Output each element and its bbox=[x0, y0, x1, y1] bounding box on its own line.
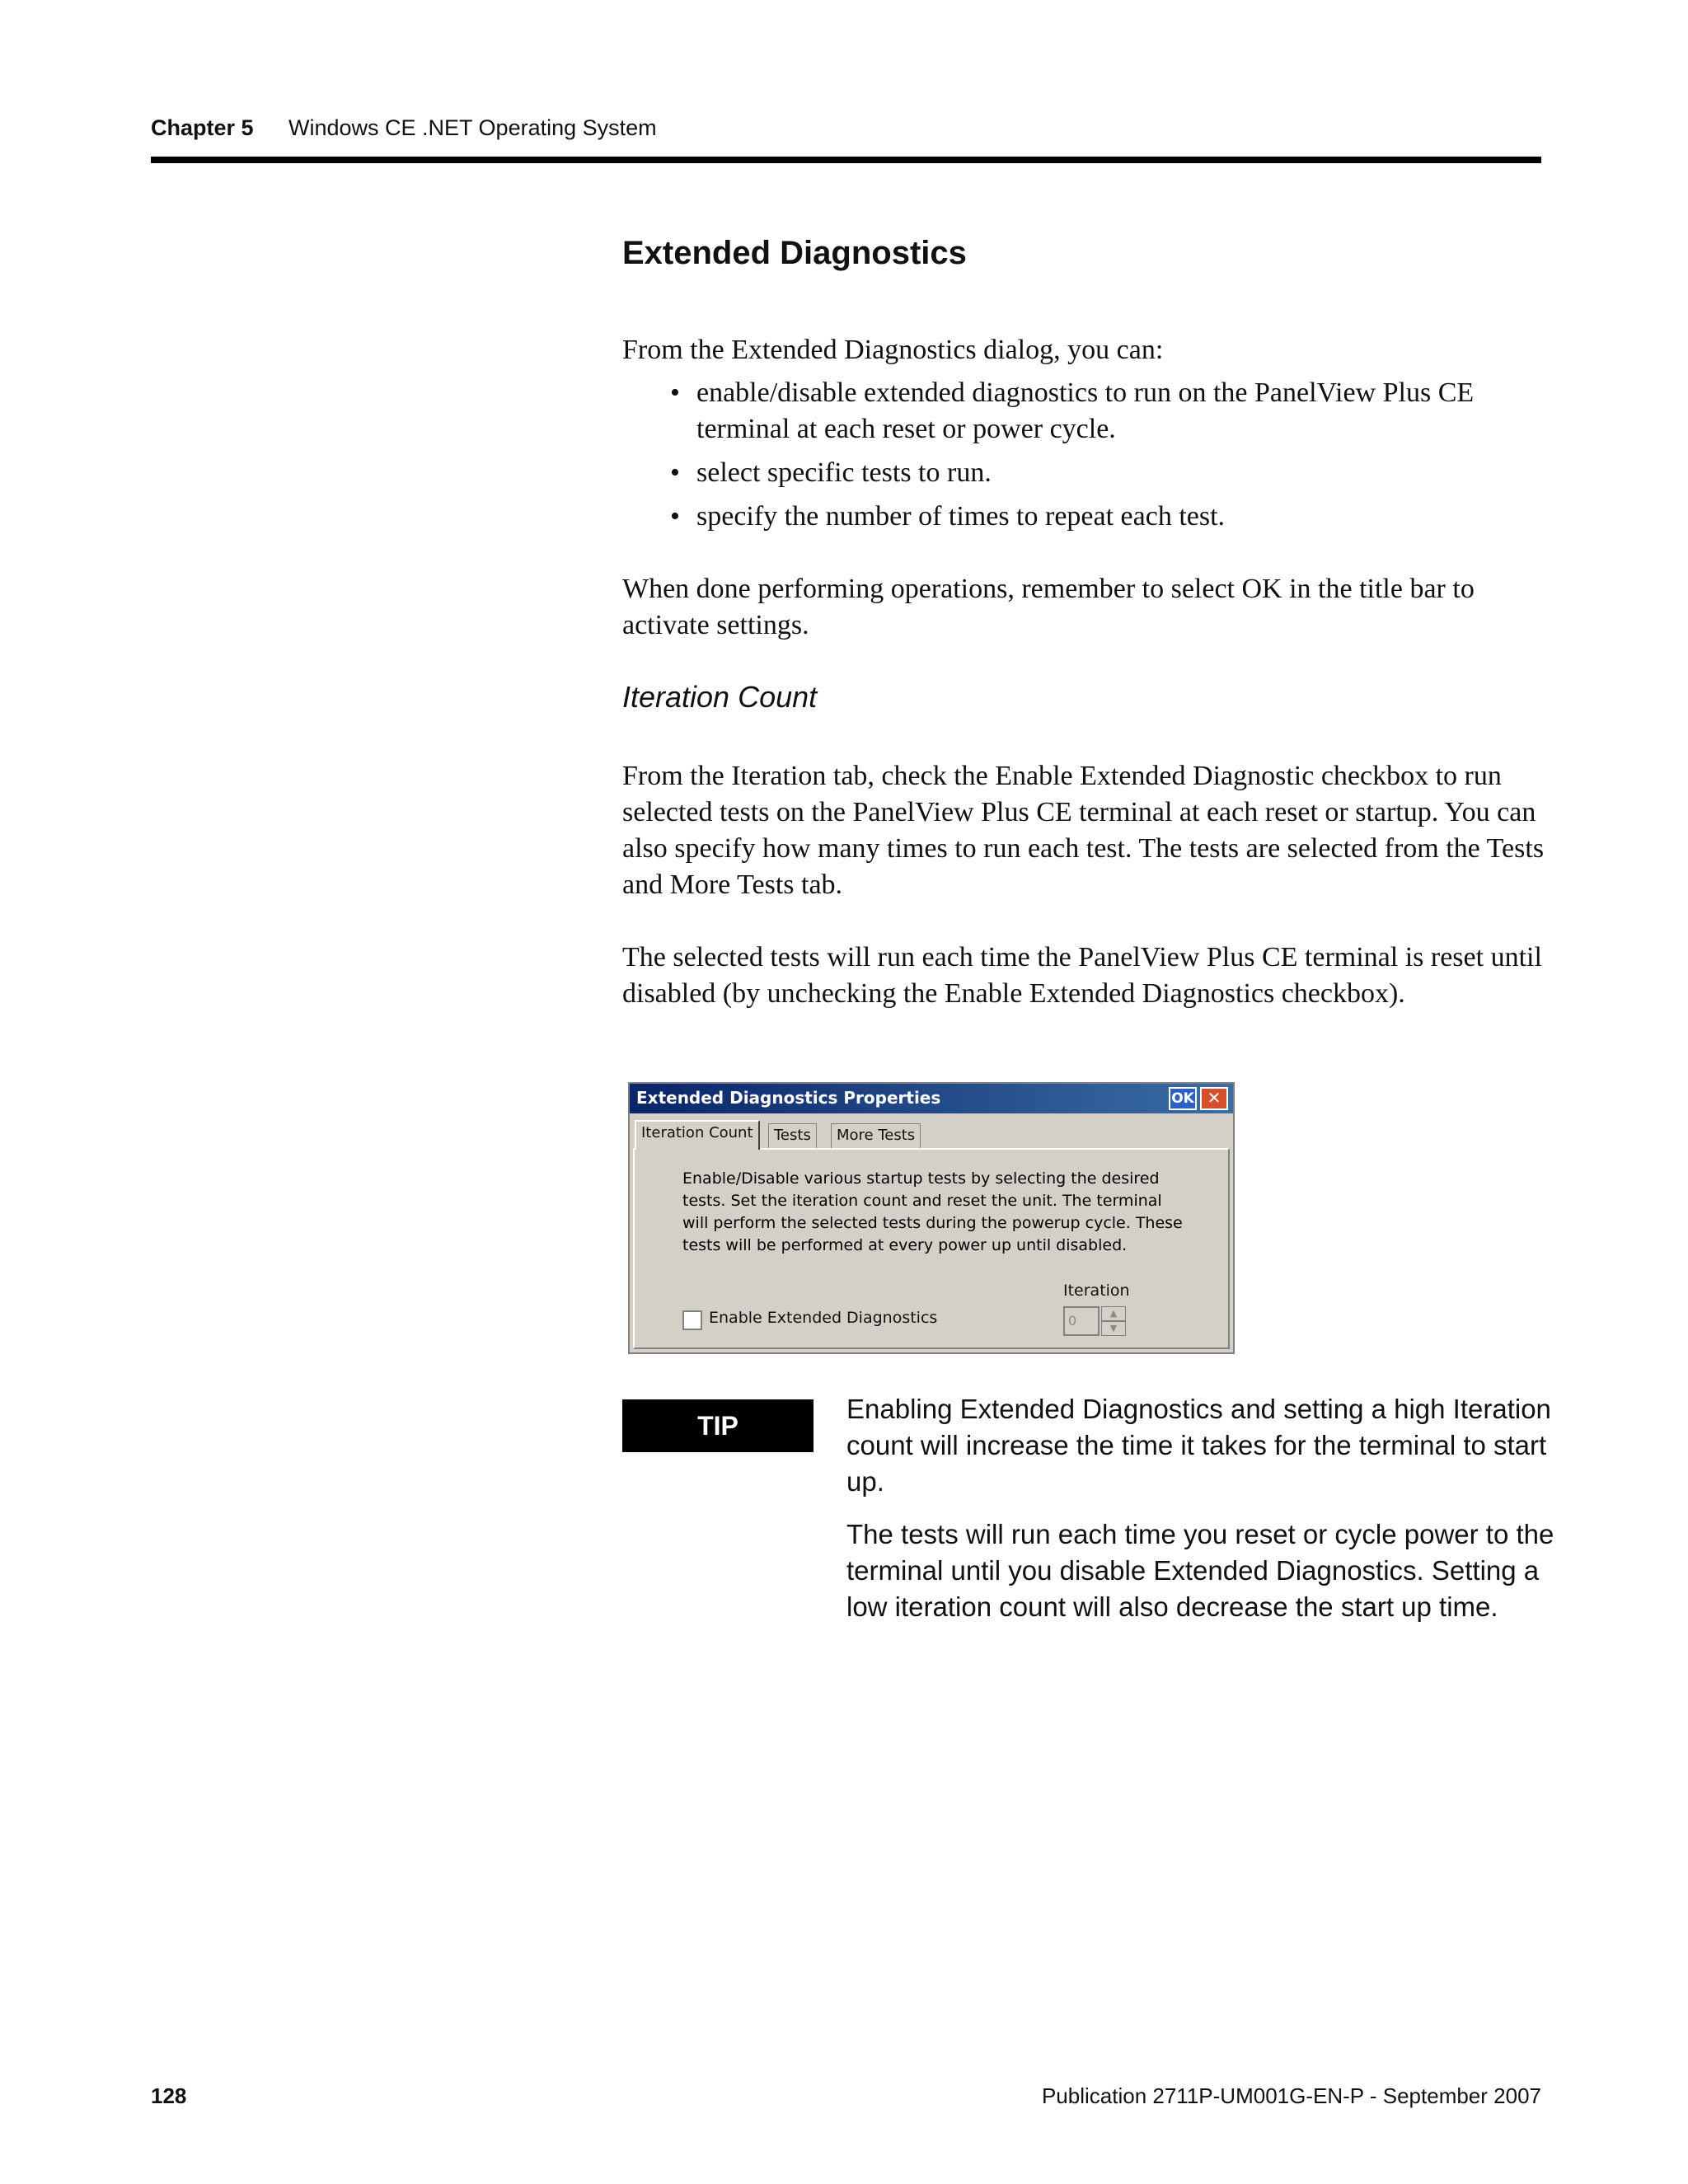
feature-list bbox=[622, 375, 1545, 542]
tip-paragraph-2: The tests will run each time you reset or cycle power to the terminal until you disable Extended Diagnostics. Setting a low iteration count will also decrease the start up time. bbox=[846, 1519, 1554, 1622]
tip-text bbox=[846, 1391, 1555, 1642]
section-heading: Extended Diagnostics bbox=[622, 235, 967, 271]
chapter-label: Chapter 5 bbox=[151, 115, 254, 140]
tab-tests[interactable]: Tests bbox=[768, 1123, 817, 1148]
page-number: 128 bbox=[151, 2083, 187, 2108]
publication-info: Publication 2711P-UM001G-EN-P - September 2007 bbox=[1041, 2083, 1541, 2108]
chapter-title: Windows CE .NET Operating System bbox=[288, 115, 657, 140]
iteration-label: Iteration bbox=[1063, 1282, 1130, 1300]
iteration-paragraph: From the Iteration tab, check the Enable Extended Diagnostic checkbox to run selected tests on the PanelView Plus CE terminal at each reset or startup. You can also specify how many times to run each test. The tests are selected from the Tests and More Tests tab. bbox=[622, 761, 1545, 900]
close-icon[interactable]: ✕ bbox=[1200, 1087, 1228, 1110]
bullet-icon: • bbox=[670, 501, 680, 532]
checkbox-label: Enable Extended Diagnostics bbox=[709, 1309, 938, 1327]
list-item: • select specific tests to run. bbox=[622, 455, 1545, 491]
dialog-description: Enable/Disable various startup tests by selecting the desired tests. Set the iteration count and reset the unit. The terminal will perform the selected tests during the powerup cycle. These tests will be performed at every power up until disabled. bbox=[682, 1169, 1183, 1254]
dialog-titlebar bbox=[630, 1084, 1233, 1113]
list-item: • specify the number of times to repeat each test. bbox=[622, 499, 1545, 535]
page-header bbox=[151, 115, 1541, 163]
header-rule bbox=[151, 157, 1541, 163]
iteration-input[interactable]: 0 bbox=[1063, 1306, 1100, 1336]
intro-paragraph: From the Extended Diagnostics dialog, you can: bbox=[622, 335, 1164, 365]
iteration-stepper bbox=[1101, 1306, 1126, 1338]
tab-iteration-count[interactable]: Iteration Count bbox=[635, 1120, 760, 1150]
list-item: • enable/disable extended diagnostics to run on the PanelView Plus CE terminal at each reset or power cycle. bbox=[622, 375, 1545, 448]
ok-button[interactable]: OK bbox=[1169, 1087, 1197, 1110]
subsection-heading: Iteration Count bbox=[622, 680, 818, 714]
bullet-icon: • bbox=[670, 457, 680, 488]
extended-diagnostics-dialog bbox=[628, 1082, 1235, 1354]
spin-down-icon[interactable]: ▼ bbox=[1101, 1321, 1126, 1336]
done-note-paragraph: When done performing operations, remember to select OK in the title bar to activate settings. bbox=[622, 574, 1475, 640]
spin-up-icon[interactable]: ▲ bbox=[1101, 1306, 1126, 1321]
run-paragraph: The selected tests will run each time the PanelView Plus CE terminal is reset until disabled (by unchecking the Enable Extended Diagnostics checkbox). bbox=[622, 942, 1542, 1009]
dialog-title: Extended Diagnostics Properties bbox=[636, 1088, 941, 1108]
tip-badge: TIP bbox=[622, 1399, 814, 1452]
bullet-icon: • bbox=[670, 377, 680, 408]
enable-diagnostics-checkbox[interactable] bbox=[682, 1310, 702, 1330]
tab-more-tests[interactable]: More Tests bbox=[831, 1123, 921, 1148]
tip-paragraph-1: Enabling Extended Diagnostics and setting a high Iteration count will increase the time it takes for the terminal to start up. bbox=[846, 1394, 1551, 1497]
